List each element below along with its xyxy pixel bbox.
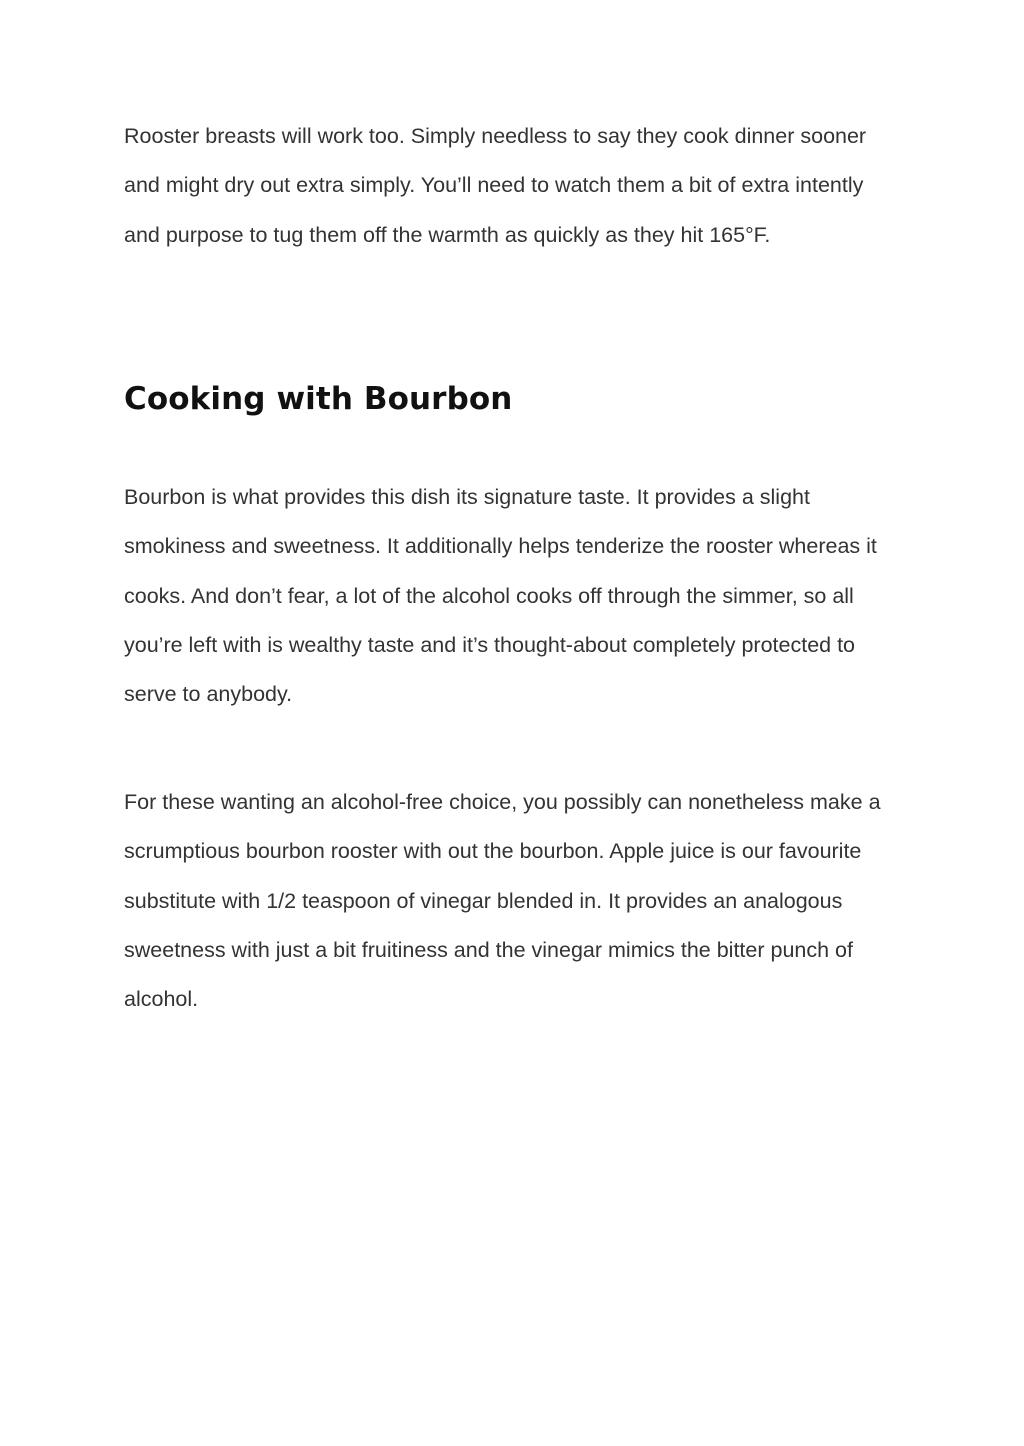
paragraph-alcohol-free: For these wanting an alcohol-free choice, you possibly can nonetheless make a scrumptious bourbon rooster with out the bourbon. Apple juice is our favourite substitute with 1/2 teaspoon of vinegar blended in. It provides an analogous sweetness with just a bit fruitiness and the vinegar mimics the bitter punch of alcohol. <box>124 790 881 1012</box>
paragraph-bourbon-flavor: Bourbon is what provides this dish its signature taste. It provides a slight smokiness and sweetness. It additionally helps tenderize the rooster whereas it cooks. And don’t fear, a lot of the alcohol cooks off through the simmer, so all you’re left with is wealthy taste and it’s thought-about completely protected to serve to anybody. <box>124 485 877 707</box>
section-heading: Cooking with Bourbon <box>124 381 513 417</box>
paragraph-chicken-breasts: Rooster breasts will work too. Simply needless to say they cook dinner sooner and might dry out extra simply. You’ll need to watch them a bit of extra intently and purpose to tug them off the warmth as quickly as they hit 165°F. <box>124 124 867 247</box>
